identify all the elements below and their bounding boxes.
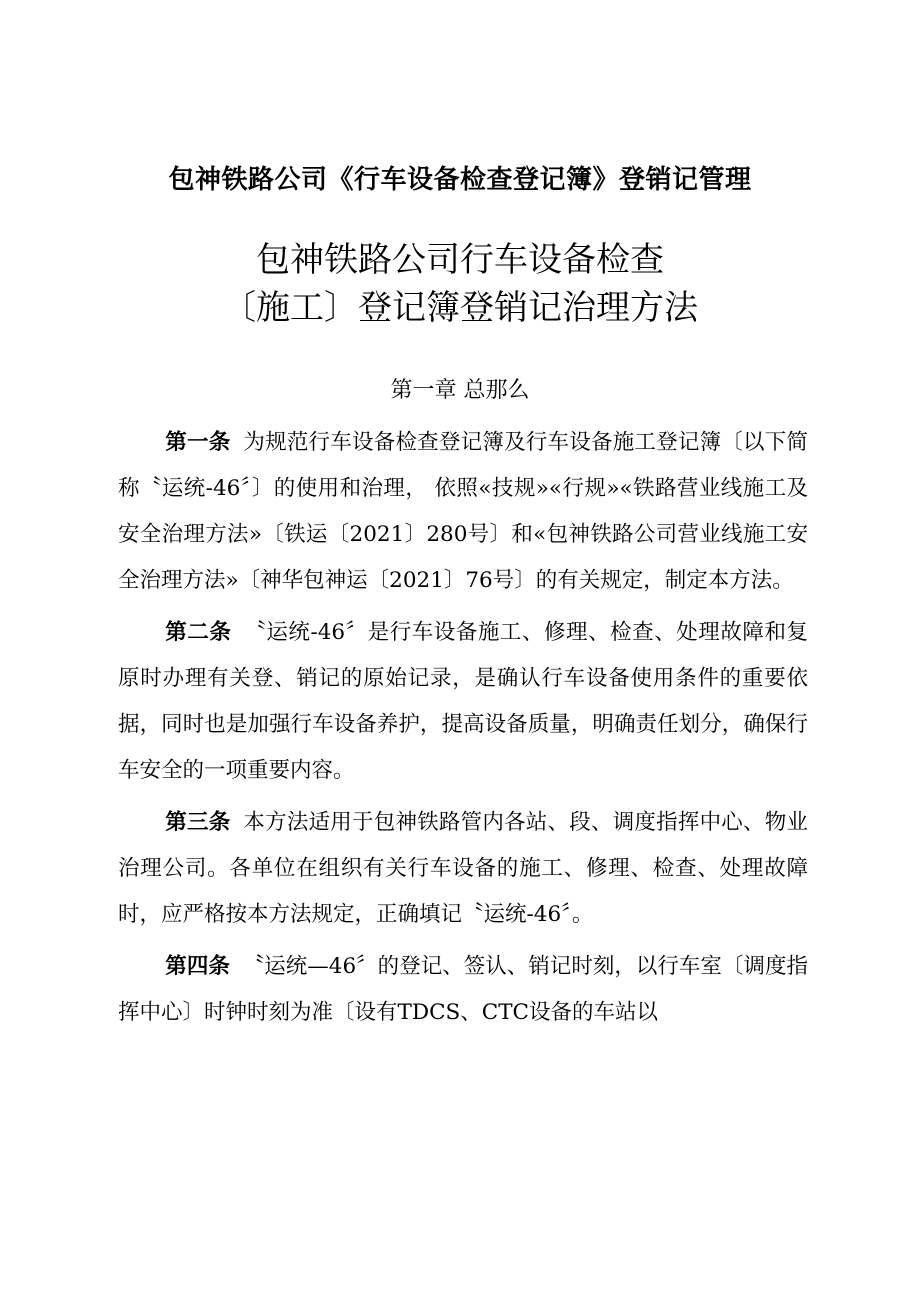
article-4: [118, 944, 808, 1036]
article-number: 第一条: [165, 430, 231, 455]
article-text: 本方法适用于包神铁路管内各站、段、调度指挥中心、物业治理公司。各单位在组织有关行车设备的施工、修理、检查、处理故障时，应严格按本方法规定，正确填记〝运统-46〞。: [118, 810, 808, 927]
document-body: [118, 420, 808, 1042]
main-title: [0, 236, 920, 332]
article-number: 第四条: [165, 954, 230, 979]
article-text: 〝运统-46〞是行车设备施工、修理、检查、处理故障和复原时办理有关登、销记的原始记录，是确认行车设备使用条件的重要依据，同时也是加强行车设备养护，提高设备质量，明确责任划分，确保行车安全的一项重要内容。: [118, 620, 808, 783]
article-number: 第二条: [165, 620, 232, 645]
article-number: 第三条: [165, 810, 231, 835]
main-title-line-2: 〔施工〕登记簿登销记治理方法: [222, 288, 698, 328]
article-text: 为规范行车设备检查登记簿及行车设备施工登记簿〔以下简称〝运统-46〞〕的使用和治理， 依照«技规»«行规»«铁路营业线施工及安全治理方法»〔铁运〔2021〕280号〕和«包神铁路公司营业线施工安全治理方法»〔神华包神运〔2021〕76号〕的有关规定，制定本方法。: [118, 430, 808, 593]
article-text: 〝运统—46〞的登记、签认、销记时刻，以行车室〔调度指挥中心〕时钟时刻为准〔设有TDCS、CTC设备的车站以: [118, 954, 808, 1025]
header-title: 包神铁路公司《行车设备检查登记簿》登销记管理: [168, 165, 752, 195]
main-title-line-1: 包神铁路公司行车设备检查: [256, 240, 664, 280]
chapter-title: 第一章 总那么: [390, 378, 530, 403]
article-3: [118, 800, 808, 938]
article-1: [118, 420, 808, 604]
article-2: [118, 610, 808, 794]
